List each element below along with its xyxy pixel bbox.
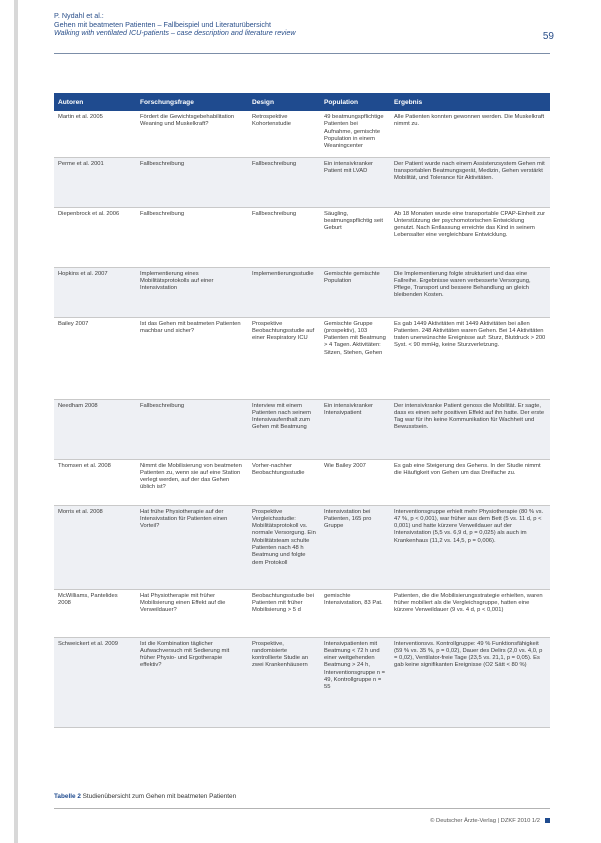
column-header: Forschungsfrage [136,93,248,111]
table-cell: Vorher-nachher Beobachtungsstudie [248,459,320,505]
page-number: 59 [542,31,554,42]
page-footer [430,818,550,824]
table-cell: Fallbeschreibung [248,207,320,267]
table-cell: gemischte Intensivstation, 83 Pat. [320,589,390,637]
table-header-row [54,93,550,111]
table-cell: Interview mit einem Patienten nach seinem Intensivaufenthalt zum Gehen mit Beatmung [248,399,320,459]
table-cell: Hopkins et al. 2007 [54,267,136,317]
table-cell: Beobachtungsstudie bei Patienten mit früher Mobilisierung > 5 d [248,589,320,637]
column-header: Design [248,93,320,111]
table-row [54,637,550,727]
header-authors: P. Nydahl et al.: [54,11,104,20]
study-overview-table [54,93,550,728]
table-cell: Ist die Kombination täglicher Aufwachversuch mit Sedierung mit früher Physio- und Ergotherapie effektiv? [136,637,248,727]
table-cell: Schweickert et al. 2009 [54,637,136,727]
table-cell: Wie Bailey 2007 [320,459,390,505]
table-row [54,589,550,637]
table-row [54,459,550,505]
page-edge-shadow [14,0,18,843]
table-cell: Prospektive Beobachtungsstudie auf einer Respiratory ICU [248,317,320,399]
table-cell: Säugling, beatmungspflichtig seit Geburt [320,207,390,267]
table-cell: Fallbeschreibung [136,207,248,267]
table-cell: Bailey 2007 [54,317,136,399]
table-cell: Ab 18 Monaten wurde eine transportable CPAP-Einheit zur Unterstützung der psychomotorischen Entwicklung genutzt. Nach Entlassung erreichte das Kind in seinem Lebensalter eine vergleichbare Entwicklung. [390,207,550,267]
table-row [54,111,550,157]
table-cell: Hat frühe Physiotherapie auf der Intensivstation für Patienten einen Vorteil? [136,505,248,589]
table-row [54,505,550,589]
table-cell: Martin et al. 2005 [54,111,136,157]
header-title-en: Walking with ventilated ICU-patients – case description and literature review [54,28,296,38]
table-cell: Ein intensivkranker Intensivpatient [320,399,390,459]
table-cell: Es gab eine Steigerung des Gehens. In der Studie nimmt die Häufigkeit von Gehen um das Dreifache zu. [390,459,550,505]
column-header: Autoren [54,93,136,111]
table-cell: Implementierungsstudie [248,267,320,317]
table-row [54,399,550,459]
footer-rule [54,808,550,809]
table-cell: Der intensivkranke Patient genoss die Mobilität. Er sagte, dass es einen sehr positiven Effekt auf ihn hatte. Der erste Tag war für ihn keine Kommunikation für Wachheit und Bewusstsein. [390,399,550,459]
table-cell: Ein intensivkranker Patient mit LVAD [320,157,390,207]
table-row [54,267,550,317]
table-cell: Die Implementierung folgte strukturiert und das eine Fallreihe. Ergebnisse waren verbesserte Versorgung, Pflege, Transport und bessere Behandlung an gleich bleibenden Kosten. [390,267,550,317]
footer-square-icon [545,818,550,823]
table-cell: Der Patient wurde nach einem Assistenzsystem Gehen mit transportablen Beatmungsgerät, Medizin, Gehen verstärkt Mobilität, und Tolerance für Aktivitäten. [390,157,550,207]
table-row [54,317,550,399]
header-title-de: Gehen mit beatmeten Patienten – Fallbeispiel und Literaturübersicht [54,19,271,29]
table-cell: Retrospektive Kohortenstudie [248,111,320,157]
table-row [54,157,550,207]
table-cell: Needham 2008 [54,399,136,459]
table-cell: Fördert die Gewichtsgebehabilitation Weaning und Muskelkraft? [136,111,248,157]
table-cell: Fallbeschreibung [136,399,248,459]
table-row [54,207,550,267]
table-cell: Interventionsvs. Kontrollgruppe: 49 % Funktionsfähigkeit (59 % vs. 35 %, p = 0,02), Dauer des Delirs (2,0 vs. 4,0, p = 0,02), Ventilator-freie Tage (23,5 vs. 21,1, p = 0,05). Es gab keine signifikanten Ereignisse (O2 Sätt < 80 %) [390,637,550,727]
table-cell: Interventionsgruppe erhielt mehr Physiotherapie (80 % vs. 47 %, p < 0,001), war früher aus dem Bett (5 vs. 11 d, p < 0,001) und hatte kürzere Verweildauer auf der Intensivstation (5,5 vs. 6,9 d, p = 0,025) als auch im Krankenhaus (11,2 vs. 14,5, p = 0,006). [390,505,550,589]
column-header: Population [320,93,390,111]
table-cell: Perme et al. 2001 [54,157,136,207]
table-cell: Morris et al. 2008 [54,505,136,589]
caption-label: Tabelle 2 [54,793,81,800]
table-cell: Fallbeschreibung [136,157,248,207]
footer-text: © Deutscher Ärzte-Verlag | DZKF 2010 1/2 [430,818,540,825]
header-rule [54,53,550,54]
table-cell: McWilliams, Pantelides 2008 [54,589,136,637]
caption-text: Studienübersicht zum Gehen mit beatmeten Patienten [82,793,237,800]
table-cell: Nimmt die Mobilisierung von beatmeten Patienten zu, wenn sie auf eine Station verlegt werden, auf der das Gehen üblich ist? [136,459,248,505]
table-cell: Hat Physiotherapie mit früher Mobilisierung einen Effekt auf die Verweildauer? [136,589,248,637]
table-cell: Diepenbrock et al. 2006 [54,207,136,267]
table-cell: Intensivstation bei Patienten, 165 pro Gruppe [320,505,390,589]
table-cell: Prospektive, randomisierte kontrollierte Studie an zwei Krankenhäusern [248,637,320,727]
table-cell: Prospektive Vergleichsstudie: Mobilitätsprotokoll vs. normale Versorgung. Ein Mobilitätsteam schulte Patienten nach 48 h Beatmung und folgte dem Protokoll [248,505,320,589]
table-cell: 49 beatmungspflichtige Patienten bei Aufnahme, gemischte Population in einem Weaningcenter [320,111,390,157]
table-cell: Gemischte Gruppe (prospektiv), 103 Patienten mit Beatmung > 4 Tagen. Aktivitäten: Sitzen, Stehen, Gehen [320,317,390,399]
table-cell: Thomsen et al. 2008 [54,459,136,505]
table-cell: Patienten, die die Mobilisierungsstrategie erhielten, waren früher mobiliert als die Vergleichsgruppe, hatten eine kürzere Verweildauer (9 vs. 4 d, p < 0,001) [390,589,550,637]
table-caption [54,793,236,800]
table-cell: Ist das Gehen mit beatmeten Patienten machbar und sicher? [136,317,248,399]
table-cell: Intensivpatienten mit Beatmung < 72 h und einer weitgehenden Beatmung > 24 h, Interventionsgruppe n = 49, Kontrollgruppe n = 55 [320,637,390,727]
table-cell: Fallbeschreibung [248,157,320,207]
running-header [54,11,554,42]
table-cell: Es gab 1449 Aktivitäten mit 1449 Aktivitäten bei allen Patienten. 248 Aktivitäten waren Gehen. Bei 14 Aktivitäten traten unerwünschte Ereignisse auf: Sturz, Blutdruck > 200 Syst. < 90 mmHg, keine Sturzverletzung. [390,317,550,399]
table-cell: Alle Patienten konnten gewonnen werden. Die Muskelkraft nimmt zu. [390,111,550,157]
column-header: Ergebnis [390,93,550,111]
table-cell: Implementierung eines Mobilitätsprotokolls auf einer Intensivstation [136,267,248,317]
table-cell: Gemischte gemischte Population [320,267,390,317]
